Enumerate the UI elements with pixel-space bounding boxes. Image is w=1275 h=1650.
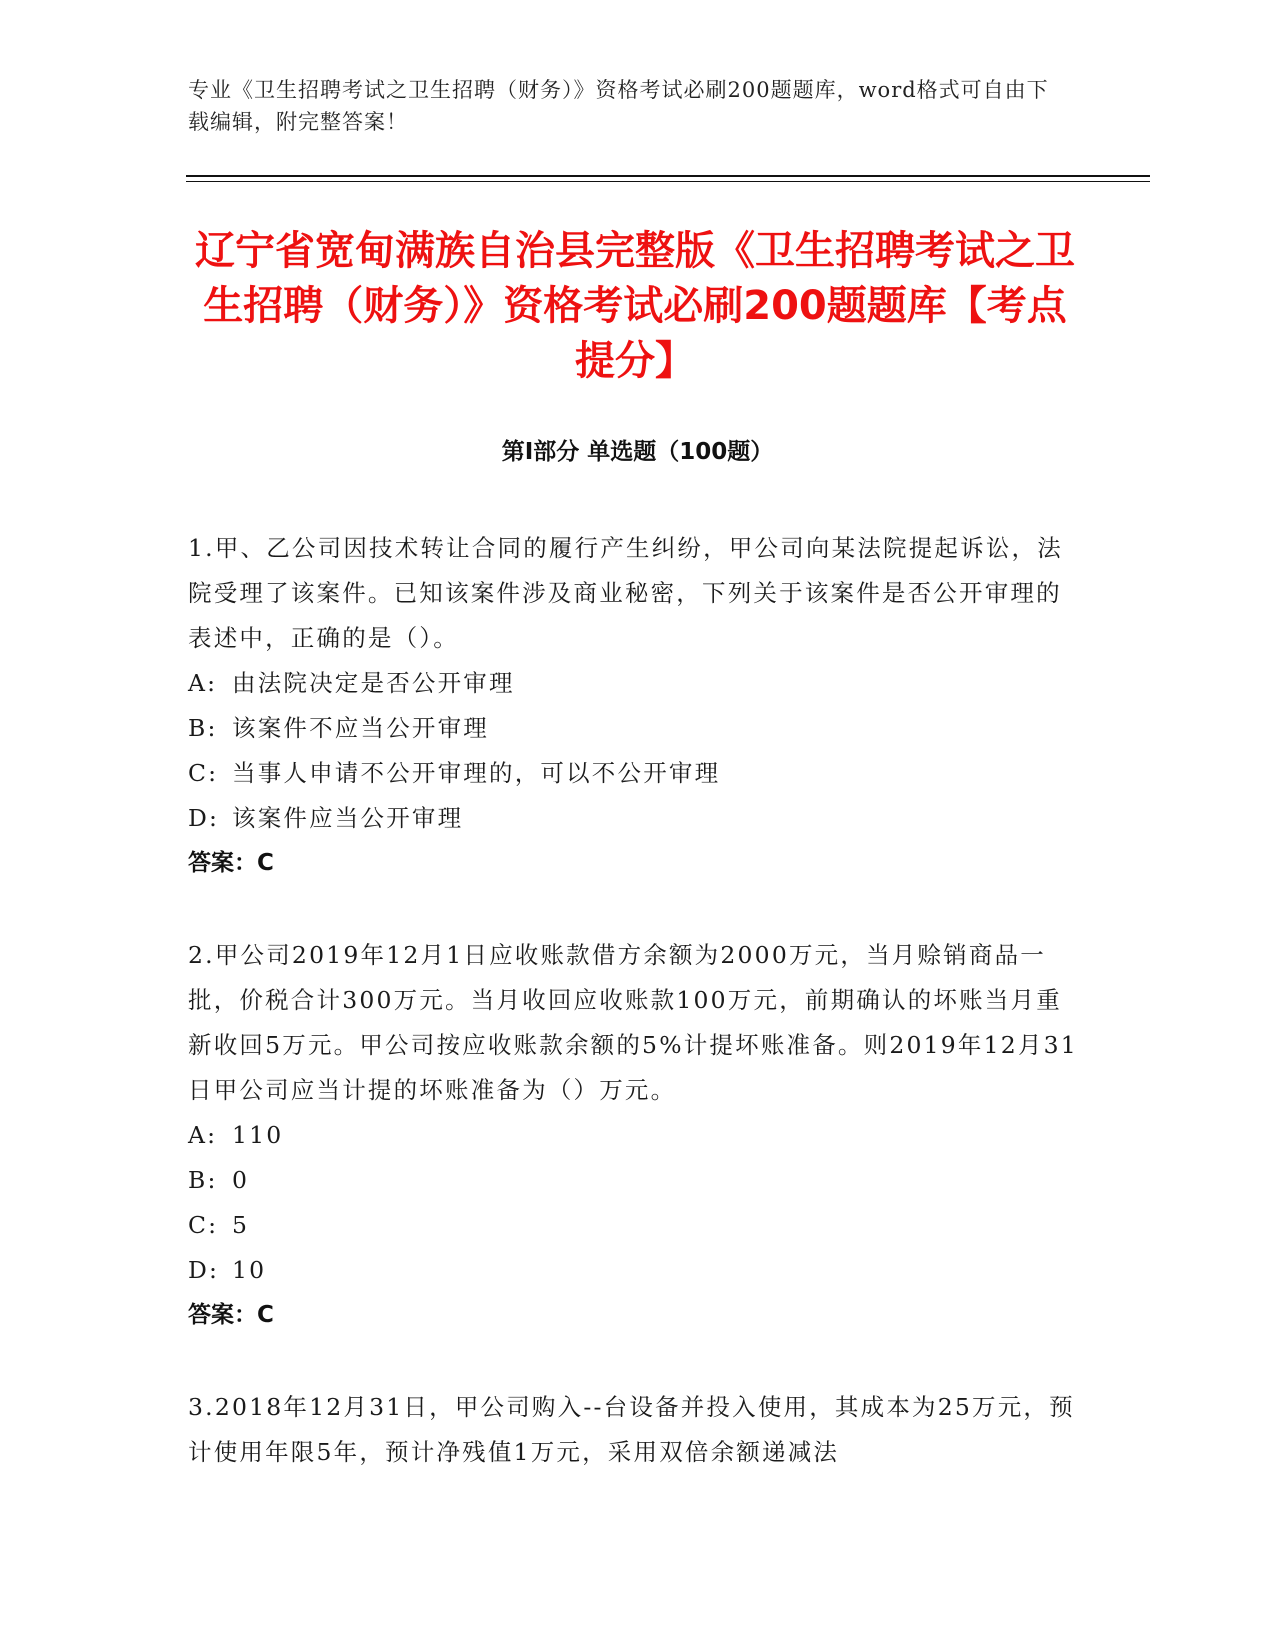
document-title: 辽宁省宽甸满族自治县完整版《卫生招聘考试之卫生招聘（财务）》资格考试必刷200题题库【考点提分】 xyxy=(195,228,1075,384)
header-divider-thick xyxy=(186,175,1150,177)
option-key: D: xyxy=(188,804,220,832)
question-list xyxy=(188,526,1078,1522)
option-text: 由法院决定是否公开审理 xyxy=(232,669,515,697)
option-a xyxy=(188,1113,1078,1158)
question-stem: 2.甲公司2019年12月1日应收账款借方余额为2000万元，当月赊销商品一批，价税合计300万元。当月收回应收账款100万元，前期确认的坏账当月重新收回5万元。甲公司按应收账款余额的5%计提坏账准备。则2019年12月31日甲公司应当计提的坏账准备为（）万元。 xyxy=(188,941,1078,1104)
option-b xyxy=(188,706,1078,751)
option-text: 0 xyxy=(232,1166,250,1194)
question-1 xyxy=(188,526,1078,886)
question-stem: 1.甲、乙公司因技术转让合同的履行产生纠纷，甲公司向某法院提起诉讼，法院受理了该案件。已知该案件涉及商业秘密，下列关于该案件是否公开审理的表述中，正确的是（）。 xyxy=(188,534,1063,652)
option-c xyxy=(188,751,1078,796)
option-key: B: xyxy=(188,1166,218,1194)
option-text: 5 xyxy=(232,1211,250,1239)
option-text: 该案件不应当公开审理 xyxy=(232,714,489,742)
option-text: 该案件应当公开审理 xyxy=(232,804,464,832)
answer: 答案：C xyxy=(188,1302,274,1328)
question-3 xyxy=(188,1385,1078,1475)
option-key: C: xyxy=(188,759,219,787)
option-text: 当事人申请不公开审理的，可以不公开审理 xyxy=(232,759,721,787)
option-key: C: xyxy=(188,1211,219,1239)
header-note: 专业《卫生招聘考试之卫生招聘（财务）》资格考试必刷200题题库，word格式可自由下载编辑，附完整答案！ xyxy=(188,78,1049,134)
question-stem: 3.2018年12月31日，甲公司购入--台设备并投入使用，其成本为25万元，预计使用年限5年，预计净残值1万元，采用双倍余额递减法 xyxy=(188,1393,1075,1466)
option-a xyxy=(188,661,1078,706)
option-text: 10 xyxy=(232,1256,267,1284)
header-divider-thin xyxy=(186,181,1150,182)
option-d xyxy=(188,796,1078,841)
option-key: B: xyxy=(188,714,218,742)
option-key: A: xyxy=(188,1121,218,1149)
answer: 答案：C xyxy=(188,850,274,876)
option-key: D: xyxy=(188,1256,220,1284)
option-b xyxy=(188,1158,1078,1203)
option-d xyxy=(188,1248,1078,1293)
section-heading: 第Ⅰ部分 单选题（100题） xyxy=(501,439,774,465)
option-key: A: xyxy=(188,669,218,697)
question-2 xyxy=(188,933,1078,1338)
option-c xyxy=(188,1203,1078,1248)
option-text: 110 xyxy=(232,1121,284,1149)
